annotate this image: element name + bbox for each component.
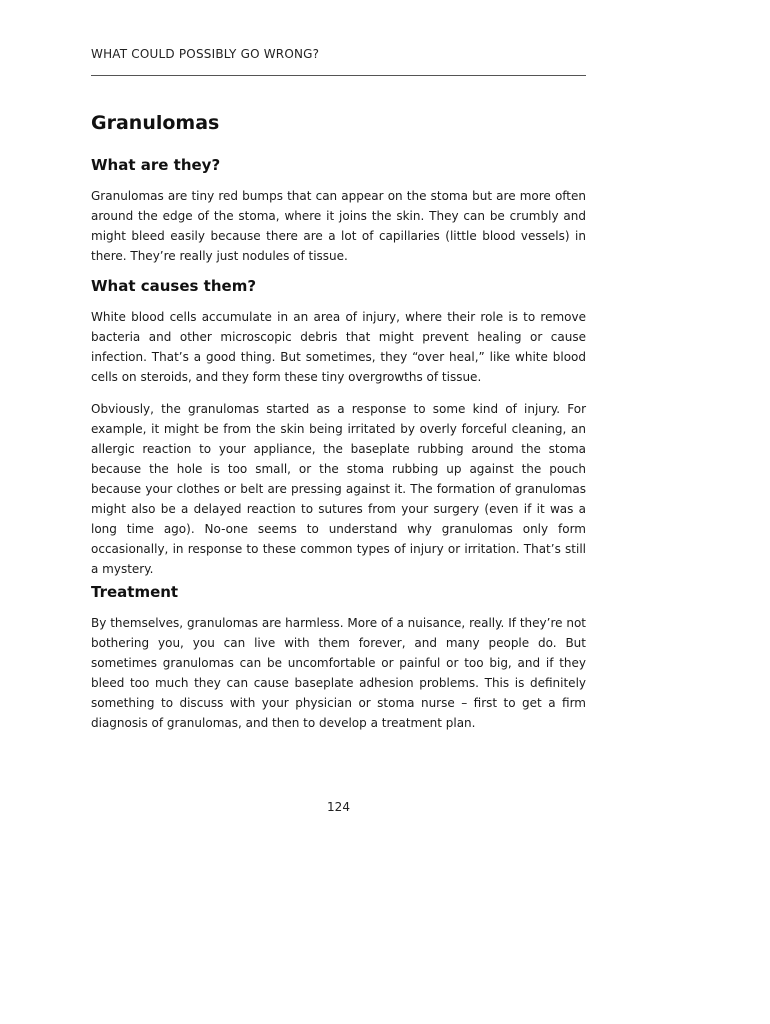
section-what-causes-them: [91, 276, 586, 591]
paragraph: White blood cells accumulate in an area of injury, where their role is to remove bacteria and other microscopic debris that might prevent healing or cause infection. That’s a good thing. But sometimes, they “over heal,” like white blood cells on steroids, and they form these tiny overgrowths of tissue.: [91, 310, 586, 384]
section-heading: Treatment: [91, 583, 179, 601]
paragraph: By themselves, granulomas are harmless. More of a nuisance, really. If they’re not bothering you, you can live with them forever, and many people do. But sometimes granulomas can be uncomfortable or painful or too big, and if they bleed too much they can cause baseplate adhesion problems. This is definitely something to discuss with your physician or stoma nurse – first to get a firm diagnosis of granulomas, and then to develop a treatment plan.: [91, 616, 586, 730]
header-rule: [91, 75, 586, 76]
section-heading: What causes them?: [91, 277, 257, 295]
paragraph: Granulomas are tiny red bumps that can appear on the stoma but are more often around the edge of the stoma, where it joins the skin. They can be crumbly and might bleed easily because there are a lot of capillaries (little blood vessels) in there. They’re really just nodules of tissue.: [91, 189, 586, 263]
running-header: WHAT COULD POSSIBLY GO WRONG?: [91, 47, 320, 61]
page-number: 124: [327, 800, 350, 814]
section-treatment: [91, 582, 586, 745]
section-what-are-they: [91, 155, 586, 278]
section-heading: What are they?: [91, 156, 221, 174]
paragraph: Obviously, the granulomas started as a response to some kind of injury. For example, it might be from the skin being irritated by overly forceful cleaning, an allergic reaction to your appliance, the baseplate rubbing around the stoma because the hole is too small, or the stoma rubbing up against the pouch because your clothes or belt are pressing against it. The formation of granulomas might also be a delayed reaction to sutures from your surgery (even if it was a long time ago). No-one seems to understand why granulomas only form occasionally, in response to these common types of injury or irritation. That’s still a mystery.: [91, 402, 586, 576]
chapter-title: Granulomas: [91, 112, 220, 134]
